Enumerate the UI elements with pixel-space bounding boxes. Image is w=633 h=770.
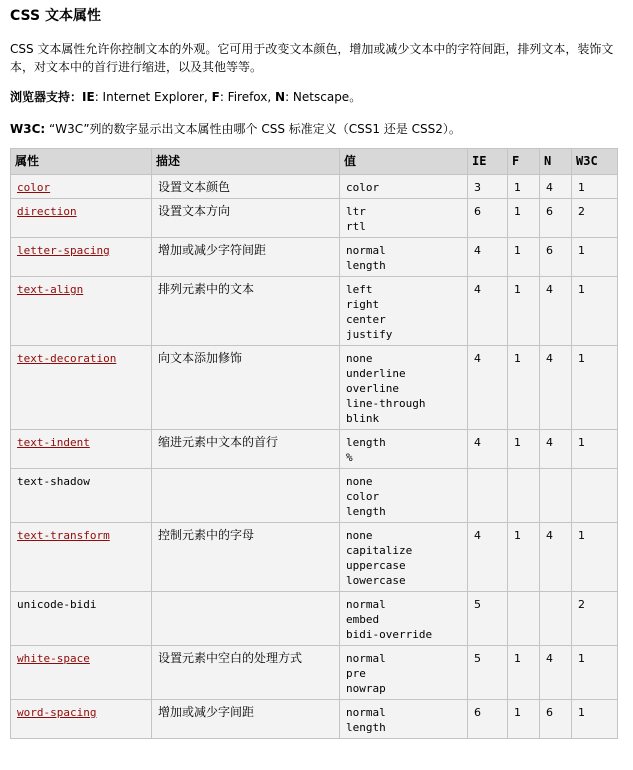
property-cell [11, 346, 152, 430]
value-item: length [346, 259, 386, 272]
value-item: none [346, 529, 373, 542]
values-cell [340, 175, 468, 199]
w3c-cell: 2 [572, 592, 618, 646]
f-key: F [211, 90, 220, 104]
table-row [11, 238, 618, 277]
value-item: overline [346, 382, 399, 395]
n-cell: 4 [540, 523, 572, 592]
value-item: lowercase [346, 574, 406, 587]
table-row [11, 469, 618, 523]
table-row [11, 277, 618, 346]
w3c-cell: 1 [572, 523, 618, 592]
value-item: nowrap [346, 682, 386, 695]
f-cell: 1 [508, 430, 540, 469]
value-item: center [346, 313, 386, 326]
w3c-label: W3C: [10, 122, 46, 136]
ie-cell: 5 [468, 592, 508, 646]
values-cell [340, 523, 468, 592]
text-properties-table [10, 148, 618, 739]
f-text: : Firefox, [219, 90, 276, 104]
f-cell: 1 [508, 700, 540, 739]
table-header-row [11, 149, 618, 175]
value-item: length [346, 721, 386, 734]
value-item: normal [346, 598, 386, 611]
property-cell [11, 430, 152, 469]
f-cell: 1 [508, 346, 540, 430]
property-link[interactable]: color [17, 181, 51, 194]
w3c-text: “W3C”列的数字显示出文本属性由哪个 CSS 标准定义（CSS1 还是 CSS2）。 [45, 122, 461, 136]
value-item: % [346, 451, 353, 464]
n-cell: 4 [540, 430, 572, 469]
property-name: unicode-bidi [17, 598, 97, 611]
header-w3c: W3C [572, 149, 618, 175]
n-cell: 4 [540, 277, 572, 346]
f-cell: 1 [508, 646, 540, 700]
w3c-cell: 1 [572, 646, 618, 700]
value-item: capitalize [346, 544, 413, 557]
table-row [11, 523, 618, 592]
description-cell: 设置文本方向 [152, 199, 340, 238]
table-row [11, 646, 618, 700]
property-cell [11, 238, 152, 277]
intro-paragraph: CSS 文本属性允许你控制文本的外观。它可用于改变文本颜色，增加或减少文本中的字符间距，排列文本，装饰文本，对文本中的首行进行缩进，以及其他等等。 [10, 42, 614, 74]
page-title: CSS 文本属性 [10, 8, 101, 24]
n-cell [540, 469, 572, 523]
description-cell: 增加或减少字间距 [152, 700, 340, 739]
n-key: N [275, 90, 286, 104]
property-cell [11, 646, 152, 700]
property-cell [11, 199, 152, 238]
values-cell [340, 346, 468, 430]
property-link[interactable]: text-transform [17, 529, 110, 542]
property-cell [11, 175, 152, 199]
w3c-cell [572, 469, 618, 523]
values-cell [340, 592, 468, 646]
property-cell [11, 700, 152, 739]
value-item: uppercase [346, 559, 406, 572]
description-cell: 设置文本颜色 [152, 175, 340, 199]
value-item: length [346, 505, 386, 518]
value-item: blink [346, 412, 380, 425]
description-cell: 向文本添加修饰 [152, 346, 340, 430]
value-item: justify [346, 328, 393, 341]
property-link[interactable]: text-indent [17, 436, 90, 449]
ie-cell [468, 469, 508, 523]
n-cell: 4 [540, 175, 572, 199]
f-cell: 1 [508, 523, 540, 592]
browser-support-label: 浏览器支持： [10, 90, 83, 104]
description-cell [152, 592, 340, 646]
values-cell [340, 646, 468, 700]
n-cell: 6 [540, 700, 572, 739]
values-cell [340, 469, 468, 523]
n-text: : Netscape。 [285, 90, 362, 104]
property-cell [11, 277, 152, 346]
value-item: color [346, 181, 380, 194]
f-cell: 1 [508, 199, 540, 238]
value-item: underline [346, 367, 406, 380]
value-item: left [346, 283, 373, 296]
ie-cell: 4 [468, 523, 508, 592]
w3c-cell: 1 [572, 700, 618, 739]
property-link[interactable]: text-align [17, 283, 84, 296]
value-item: color [346, 490, 380, 503]
ie-cell: 3 [468, 175, 508, 199]
value-item: none [346, 352, 373, 365]
n-cell: 6 [540, 199, 572, 238]
ie-cell: 6 [468, 199, 508, 238]
table-row [11, 346, 618, 430]
w3c-cell: 1 [572, 346, 618, 430]
w3c-cell: 2 [572, 199, 618, 238]
values-cell [340, 700, 468, 739]
browser-support-note [10, 88, 623, 106]
ie-cell: 4 [468, 430, 508, 469]
header-value: 值 [340, 149, 468, 175]
values-cell [340, 199, 468, 238]
w3c-cell: 1 [572, 175, 618, 199]
values-cell [340, 430, 468, 469]
header-n: N [540, 149, 572, 175]
value-item: normal [346, 706, 386, 719]
n-cell [540, 592, 572, 646]
table-row [11, 175, 618, 199]
header-ie: IE [468, 149, 508, 175]
table-row [11, 199, 618, 238]
property-link[interactable]: direction [17, 205, 77, 218]
description-cell: 缩进元素中文本的首行 [152, 430, 340, 469]
description-cell: 排列元素中的文本 [152, 277, 340, 346]
ie-cell: 4 [468, 238, 508, 277]
f-cell [508, 592, 540, 646]
property-link[interactable]: letter-spacing [17, 244, 110, 257]
property-link[interactable]: text-decoration [17, 352, 117, 365]
table-row [11, 430, 618, 469]
header-f: F [508, 149, 540, 175]
f-cell: 1 [508, 238, 540, 277]
ie-cell: 4 [468, 277, 508, 346]
w3c-cell: 1 [572, 238, 618, 277]
w3c-cell: 1 [572, 430, 618, 469]
description-cell: 增加或减少字符间距 [152, 238, 340, 277]
value-item: length [346, 436, 386, 449]
f-cell: 1 [508, 175, 540, 199]
value-item: bidi-override [346, 628, 433, 641]
ie-key: IE [82, 90, 95, 104]
value-item: line-through [346, 397, 426, 410]
n-cell: 4 [540, 346, 572, 430]
property-link[interactable]: white-space [17, 652, 90, 665]
values-cell [340, 277, 468, 346]
value-item: pre [346, 667, 366, 680]
value-item: right [346, 298, 380, 311]
w3c-note [10, 120, 623, 138]
value-item: ltr [346, 205, 366, 218]
header-property: 属性 [11, 149, 152, 175]
w3c-cell: 1 [572, 277, 618, 346]
property-link[interactable]: word-spacing [17, 706, 97, 719]
value-item: rtl [346, 220, 366, 233]
description-cell [152, 469, 340, 523]
table-row [11, 592, 618, 646]
n-cell: 4 [540, 646, 572, 700]
table-row [11, 700, 618, 739]
f-cell: 1 [508, 277, 540, 346]
property-cell [11, 592, 152, 646]
property-cell [11, 469, 152, 523]
description-cell: 设置元素中空白的处理方式 [152, 646, 340, 700]
value-item: embed [346, 613, 380, 626]
ie-cell: 5 [468, 646, 508, 700]
header-description: 描述 [152, 149, 340, 175]
f-cell [508, 469, 540, 523]
value-item: none [346, 475, 373, 488]
ie-cell: 6 [468, 700, 508, 739]
value-item: normal [346, 244, 386, 257]
property-name: text-shadow [17, 475, 90, 488]
description-cell: 控制元素中的字母 [152, 523, 340, 592]
values-cell [340, 238, 468, 277]
value-item: normal [346, 652, 386, 665]
ie-text: : Internet Explorer, [94, 90, 212, 104]
n-cell: 6 [540, 238, 572, 277]
ie-cell: 4 [468, 346, 508, 430]
property-cell [11, 523, 152, 592]
